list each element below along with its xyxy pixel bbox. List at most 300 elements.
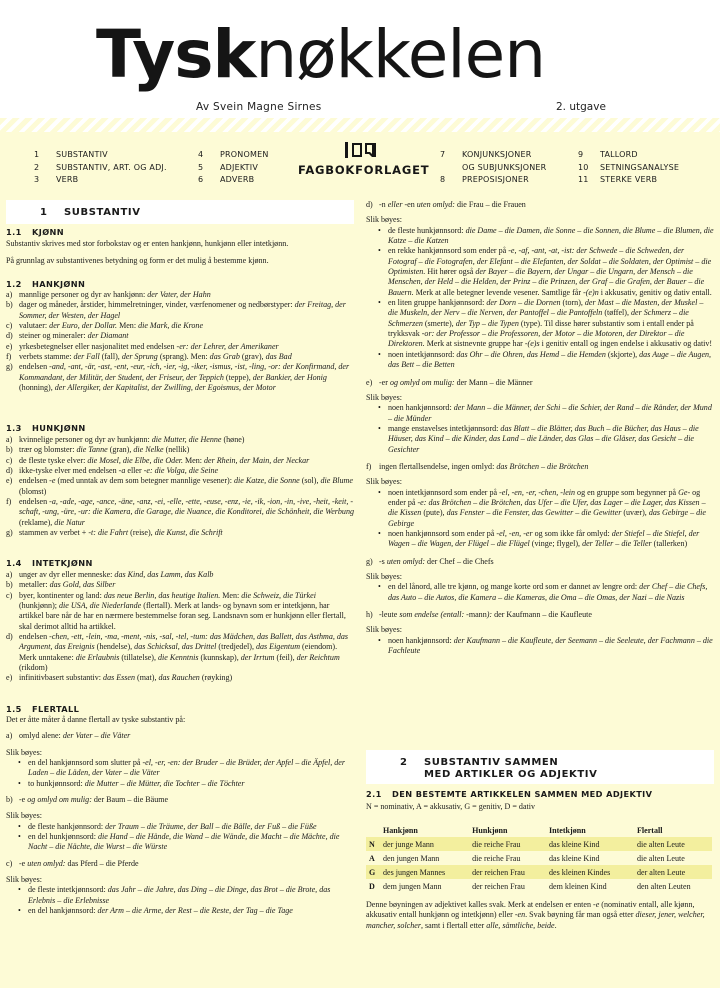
text-segment: die Nelke bbox=[133, 445, 164, 455]
toc-entry bbox=[578, 174, 679, 187]
text-segment: og som ikke får omlyd: bbox=[532, 528, 612, 538]
note-part: -en bbox=[514, 910, 526, 920]
text-segment: Men: bbox=[185, 455, 205, 465]
text-segment: mange enstavelses intetkjønnsord: bbox=[388, 423, 501, 433]
text-segment: (blomst) bbox=[19, 486, 47, 496]
list-item bbox=[6, 591, 354, 632]
text-segment: kvinnelige personer og dyr av hunkjønn: bbox=[19, 435, 152, 444]
text-segment: de fleste tyske elver: bbox=[19, 455, 88, 465]
text-segment: (tøffel), bbox=[602, 308, 631, 318]
note-part: -e bbox=[593, 900, 600, 909]
text-segment: der Bankier, der Honig bbox=[252, 372, 327, 382]
text-segment: i akkusativ, genitiv og dativ entall. bbox=[598, 287, 712, 297]
table-cell: G bbox=[369, 867, 376, 877]
table-header-row bbox=[366, 823, 712, 837]
stripe-divider bbox=[0, 118, 720, 132]
text-segment: byer, kontinenter og land: bbox=[19, 590, 104, 600]
text-segment: (tallerken) bbox=[651, 539, 688, 549]
item-label: e) bbox=[6, 476, 13, 486]
flertall-intro: Det er åtte måter å danne flertall av tyske substantiv på: bbox=[6, 715, 186, 724]
item-label: e) bbox=[366, 377, 373, 387]
title-rest: nøkkelen bbox=[255, 16, 546, 93]
text-segment: das Kind, das Lamm, das Kalb bbox=[114, 570, 214, 579]
publisher-logo bbox=[298, 141, 430, 185]
text-segment: endelsen bbox=[19, 632, 50, 642]
subsection-number: 1.3 bbox=[6, 423, 22, 433]
table-note bbox=[366, 900, 714, 931]
text-segment: ): bbox=[486, 610, 495, 620]
list-item bbox=[6, 795, 354, 805]
toc-number: 4 bbox=[198, 150, 204, 159]
text-segment: i genitiv entall og ingen endelse i akkusativ og dativ! bbox=[539, 339, 713, 349]
bullet-icon: • bbox=[378, 403, 381, 413]
text-segment: die Tanne bbox=[76, 445, 108, 455]
text-segment: das Blatt – die Blätter, das Buch – die Bücher, das Haus – die Häuser, das Kind – die Kinder, das Land – die Länder, das Glas – die Gläser, das Gesicht – die Gesichter bbox=[388, 423, 699, 454]
text-segment: eller bbox=[385, 200, 405, 209]
text-segment: -(e)n bbox=[583, 287, 599, 297]
toc-label: STERKE VERB bbox=[600, 175, 658, 185]
text-segment: (nellik) bbox=[163, 445, 190, 455]
text-segment: das Bad bbox=[265, 352, 292, 362]
list-item bbox=[6, 580, 354, 590]
toc-entry bbox=[440, 149, 546, 162]
bullet-icon: • bbox=[378, 582, 381, 592]
toc-number bbox=[440, 162, 462, 175]
text-segment: das Gold, das Silber bbox=[49, 580, 116, 590]
kjonn-p1: Substantiv skrives med stor forbokstav og er enten hankjønn, hunkjønn eller intetkjønn. bbox=[6, 239, 289, 248]
text-segment: eller bbox=[125, 466, 144, 476]
table-cell: dem jungen Mann bbox=[383, 881, 442, 891]
slik-boyes: Slik bøyes: bbox=[366, 477, 402, 487]
text-segment: das Auge – die Augen, das Bett – die Betten bbox=[388, 349, 712, 370]
item-text bbox=[19, 290, 211, 299]
text-segment: steiner og mineraler: bbox=[19, 331, 88, 341]
text-segment: das Rauchen bbox=[158, 673, 200, 683]
table-row bbox=[366, 851, 712, 865]
list-item bbox=[6, 673, 354, 683]
toc-number: 10 bbox=[578, 162, 589, 172]
item-label: g) bbox=[6, 528, 13, 538]
text-segment: Men: bbox=[119, 321, 139, 331]
item-text bbox=[19, 795, 168, 804]
bullet-icon: • bbox=[378, 298, 381, 308]
table-row bbox=[366, 879, 712, 893]
text-segment: -el, -en, -er, -chen, -lein bbox=[499, 487, 576, 497]
item-text bbox=[19, 731, 130, 740]
text-segment: das neue Berlin, das heutige Italien. bbox=[103, 590, 223, 600]
toc-number: 2 bbox=[34, 162, 40, 172]
text-segment: Men: bbox=[222, 590, 242, 600]
text-segment: das Fenster – die Fenster, das Gewitter – die Gewitter bbox=[446, 508, 622, 518]
list-item bbox=[6, 342, 354, 352]
text-segment: endelsen bbox=[19, 497, 50, 507]
slik-boyes: Slik bøyes: bbox=[366, 572, 402, 581]
spacer bbox=[366, 371, 714, 378]
table-cell: das kleine Kind bbox=[549, 839, 600, 849]
list-item bbox=[366, 462, 714, 472]
bullet-icon: • bbox=[378, 528, 381, 538]
toc-label: VERB bbox=[56, 175, 79, 185]
item-label: e) bbox=[6, 341, 13, 351]
note-part: (nominativ entall, alle kjønn, akkusativ entall hunkjønn og intetkjønn) eller bbox=[366, 900, 695, 920]
list-item bbox=[366, 610, 714, 620]
bullet-item bbox=[366, 529, 714, 550]
text-segment: noen hankjønnsord: bbox=[388, 635, 454, 645]
item-text bbox=[19, 331, 129, 340]
text-segment: die USA, die Niederlande bbox=[59, 601, 142, 611]
toc-label: KONJUNKSJONER bbox=[462, 150, 532, 159]
toc-number: 6 bbox=[198, 175, 204, 185]
toc-entry bbox=[578, 162, 679, 175]
text-segment: der Bayer – die Bayern, der Ungar – die Ungarn, der Mensch – die Menschen, der Held – die Helden, der Prinz – die Prinzen, der Graf – die Grafen, der Bauer – die Bauern. bbox=[388, 267, 705, 297]
bullet-item bbox=[366, 226, 714, 247]
text-segment: (reise), bbox=[128, 528, 155, 538]
list-item bbox=[6, 300, 354, 321]
section-title bbox=[424, 757, 597, 781]
item-text bbox=[379, 462, 588, 471]
text-segment: (mat), bbox=[135, 673, 159, 683]
item-text bbox=[19, 321, 203, 330]
text-segment: -mann bbox=[466, 610, 487, 620]
item-label: a) bbox=[6, 290, 13, 299]
item-text bbox=[19, 445, 189, 454]
text-segment: die Kenntnis bbox=[158, 652, 199, 662]
text-segment: -el, -er, -en: der Bruder – die Brüder, der Apfel – die Äpfel, der Laden – die Läden, der Vater – die Väter bbox=[28, 758, 345, 778]
text-segment: das Schicksal, das Drittel bbox=[134, 642, 217, 652]
toc-number: 8 bbox=[440, 175, 446, 185]
table-cell: die reiche Frau bbox=[472, 839, 521, 849]
text-segment: (honning), bbox=[19, 383, 55, 393]
text-segment: noen intetkjønnsord som ender på bbox=[388, 487, 500, 497]
text-segment: og omlyd om mulig: bbox=[387, 377, 457, 387]
text-segment: (fall), bbox=[99, 352, 122, 362]
text-segment: (pute), bbox=[421, 508, 447, 518]
hankjonn-list bbox=[6, 290, 354, 393]
text-segment: die Blume bbox=[320, 476, 353, 486]
item-label: a) bbox=[6, 570, 13, 579]
bullet-icon: • bbox=[18, 758, 21, 768]
text-segment: og omlyd om mulig: bbox=[25, 795, 94, 805]
note-part: , samt i flertall etter bbox=[420, 920, 487, 930]
text-segment: das Ohr – die Ohren, das Hemd – die Hemden bbox=[456, 349, 606, 359]
text-segment: der Allergiker, der Kapitalist, der Zwilling, der Egoismus, der Motor bbox=[54, 383, 276, 393]
text-segment: (med unntak av dem som betegner mannlige vesener): bbox=[55, 476, 234, 486]
text-segment: noen hankjønnsord: bbox=[388, 403, 454, 413]
item-label: g) bbox=[6, 362, 13, 372]
text-segment: das Essen bbox=[103, 673, 136, 683]
text-segment: die Mutter – die Mütter, die Tochter – die Töchter bbox=[84, 778, 245, 788]
text-segment: die Frau – die Frauen bbox=[457, 200, 526, 209]
text-segment: (sprang). Men: bbox=[157, 352, 210, 362]
subsection-title: DEN BESTEMTE ARTIKKELEN SAMMEN MED ADJEKTIV bbox=[392, 789, 653, 799]
text-segment: -or: der Professor – die Professoren, der Motor – die Motoren, der Direktor – die Direktoren. bbox=[388, 329, 685, 349]
item-text bbox=[19, 352, 292, 361]
table-cell: der reichen Frau bbox=[472, 881, 525, 891]
section-1-header bbox=[6, 200, 354, 224]
toc-entry bbox=[34, 149, 167, 162]
text-segment: mannlige personer og dyr av hankjønn: bbox=[19, 290, 148, 299]
text-segment: to hunkjønnsord: bbox=[28, 778, 85, 788]
text-segment: (type). Til disse hører substantiv som i entall ender på trykksvak bbox=[388, 318, 694, 339]
text-segment: Merk at alle betegner levende vesener. Samtlige får bbox=[415, 287, 584, 297]
toc-number: 11 bbox=[578, 175, 589, 185]
note-part: Denne bøyningen av adjektivet kalles svak. Merk at endelsen er enten bbox=[366, 900, 594, 909]
item-label: f) bbox=[6, 352, 12, 362]
note-part: alle, sämtliche, beide bbox=[486, 920, 555, 930]
text-segment: die Hand – die Hände, die Wand – die Wände, die Macht – die Mächte, die Nacht – die Nächte, die Wurst – die Würste bbox=[28, 832, 340, 852]
list-item bbox=[6, 476, 354, 497]
item-label: c) bbox=[6, 590, 13, 600]
subsection-title: HUNKJØNN bbox=[32, 423, 86, 433]
list-item bbox=[6, 331, 354, 341]
item-label: b) bbox=[6, 795, 13, 805]
list-item bbox=[6, 456, 354, 466]
flertall-block bbox=[6, 715, 354, 917]
toc-label: SUBSTANTIV bbox=[56, 150, 108, 159]
table-cell: die alten Leute bbox=[636, 839, 685, 849]
text-segment: (tillatelse), bbox=[119, 652, 159, 662]
text-segment: (teppe), bbox=[223, 372, 253, 382]
text-segment: -e, -af, -ant, -at, -ist: der Schwede – die Schweden, der Fotograf – die Fotografen, der Elefant – die Elefanten, der Soldat – die Soldaten, der Optimist – die Optimisten. bbox=[388, 246, 712, 277]
item-text bbox=[19, 476, 353, 495]
slik-boyes: Slik bøyes: bbox=[6, 875, 42, 885]
bullet-icon: • bbox=[18, 832, 21, 842]
table-cell: den alten Leuten bbox=[636, 881, 691, 891]
toc-column-1 bbox=[34, 149, 167, 187]
section-2-header bbox=[366, 750, 714, 784]
toc-column-2 bbox=[198, 149, 269, 187]
slik-boyes: Slik bøyes: bbox=[366, 625, 402, 635]
item-label: g) bbox=[366, 556, 373, 566]
byline: Av Svein Magne Sirnes bbox=[196, 101, 322, 113]
toc-number: 3 bbox=[34, 175, 40, 185]
table-cell: der junge Mann bbox=[383, 839, 434, 849]
subsection-title: HANKJØNN bbox=[32, 279, 86, 289]
item-text bbox=[379, 200, 526, 209]
subsection-number: 2.1 bbox=[366, 789, 382, 799]
subsection-1-5 bbox=[6, 704, 79, 714]
text-segment: die Dame – die Damen, die Sonne – die Sonnen, die Blume – die Blumen, die Katze – die Katzen bbox=[388, 225, 714, 246]
item-text bbox=[19, 673, 232, 682]
text-segment: valutaer: bbox=[19, 321, 50, 331]
text-segment: (kunnskap), bbox=[198, 652, 241, 662]
subsection-title: INTETKJØNN bbox=[32, 558, 93, 568]
toc-label: SUBSTANTIV, ART. OG ADJ. bbox=[56, 162, 167, 172]
toc-label: OG SUBJUNKSJONER bbox=[462, 162, 547, 172]
text-segment: uten omlyd: bbox=[414, 200, 457, 209]
text-segment: -er: der Lehrer, der Amerikaner bbox=[176, 341, 279, 351]
item-label: a) bbox=[6, 731, 13, 741]
text-segment: -n bbox=[379, 200, 386, 209]
table-cell: N bbox=[369, 839, 375, 849]
text-segment: (skjorte), bbox=[605, 349, 640, 359]
table-cell: die reiche Frau bbox=[472, 853, 521, 863]
text-segment: de fleste intetkjønnsord: bbox=[28, 885, 108, 895]
text-segment: -a bbox=[118, 466, 126, 476]
text-segment: noen hankjønnsord som ender på bbox=[388, 528, 497, 538]
intetkjonn-list bbox=[6, 570, 354, 684]
item-label: f) bbox=[6, 497, 12, 507]
item-text bbox=[19, 456, 309, 465]
text-segment: ingen flertallsendelse, ingen omlyd: bbox=[379, 461, 497, 471]
subsection-1-2 bbox=[6, 279, 85, 289]
text-segment: die Kunst, die Schrift bbox=[154, 528, 223, 538]
subsection-1-3 bbox=[6, 423, 86, 433]
bullet-icon: • bbox=[18, 778, 21, 788]
text-segment: og en gruppe som begynner på bbox=[575, 487, 679, 497]
subsection-title: FLERTALL bbox=[32, 704, 80, 714]
toc-entry bbox=[198, 174, 269, 187]
text-segment: der Vater – die Väter bbox=[62, 731, 131, 741]
text-segment: das Brötchen – die Brötchen bbox=[496, 461, 589, 471]
text-segment: uten omlyd: bbox=[25, 858, 68, 868]
text-segment: der Fall bbox=[73, 352, 100, 362]
text-segment: das Pferd – die Pferde bbox=[67, 858, 139, 868]
item-text bbox=[19, 570, 213, 579]
toc-entry bbox=[440, 174, 546, 187]
text-segment: -s bbox=[379, 556, 385, 566]
flertall-continued bbox=[366, 200, 714, 656]
item-label: c) bbox=[6, 858, 13, 868]
toc-number: 1 bbox=[34, 150, 40, 159]
text-segment: der Irrtum bbox=[240, 652, 275, 662]
text-segment: -leute bbox=[379, 610, 398, 620]
bullet-item bbox=[366, 424, 714, 455]
text-segment: verbets stamme: bbox=[19, 352, 74, 362]
case-legend: N = nominativ, A = akkusativ, G = genitiv, D = dativ bbox=[366, 802, 536, 811]
table-row bbox=[366, 865, 712, 879]
text-segment: -el, -en, -er bbox=[496, 528, 533, 538]
text-segment: (gran), bbox=[107, 445, 134, 455]
text-segment: (grav), bbox=[239, 352, 266, 362]
item-text bbox=[19, 300, 346, 319]
item-label: a) bbox=[6, 435, 13, 444]
text-segment: der Mast – die Masten, der Muskel – die Muskeln, der Nerv – die Nerven, der Pantoffel – die Pantoffeln bbox=[388, 298, 704, 318]
text-segment: endelsen bbox=[19, 476, 50, 486]
item-text bbox=[19, 342, 279, 351]
text-segment: (flertall). Merk at lands- og bynavn som er intetkjønn, har artikkel bare når de har en nærmere bestemmelse foran seg. Landsnavn som er hunkjønn eller flertall, skal derimot alltid ha artikkel. bbox=[19, 601, 346, 631]
section-number: 2 bbox=[400, 757, 408, 768]
toc-label: SETNINGSANALYSE bbox=[600, 162, 680, 172]
text-segment: uten omlyd: bbox=[384, 556, 428, 566]
bullet-icon: • bbox=[378, 349, 381, 359]
toc-entry bbox=[198, 162, 269, 175]
declension-table bbox=[366, 823, 712, 893]
text-segment: -e: die Volga, die Seine bbox=[143, 466, 219, 476]
bullet-item bbox=[366, 636, 714, 657]
text-segment: (rikdom) bbox=[19, 663, 48, 673]
text-segment: der Chef – die Chefs, das Auto – die Autos, die Kamera – die Kameras, die Oma – die Omas, der Nazi – die Nazis bbox=[388, 582, 708, 602]
text-segment: (høne) bbox=[221, 435, 245, 444]
text-segment: -e bbox=[19, 795, 26, 805]
table-cell: den jungen Mann bbox=[383, 853, 440, 863]
spacer bbox=[366, 603, 714, 610]
list-item bbox=[6, 352, 354, 362]
item-text bbox=[19, 591, 346, 631]
book-logo-icon bbox=[344, 141, 378, 159]
text-segment: en del hunkjønnsord: bbox=[28, 832, 98, 842]
slik-boyes: Slik bøyes: bbox=[366, 215, 402, 225]
item-label: e) bbox=[6, 673, 13, 683]
toc-label: PRONOMEN bbox=[220, 150, 269, 159]
list-item bbox=[6, 570, 354, 580]
item-label: b) bbox=[6, 580, 13, 590]
bullet-item bbox=[6, 822, 354, 832]
list-item bbox=[6, 362, 354, 393]
text-segment: yrkesbetegnelser eller nasjonalitet med endelsen bbox=[19, 341, 177, 351]
subsection-1-4 bbox=[6, 558, 93, 568]
text-segment: der Baum – die Bäume bbox=[93, 795, 169, 805]
item-label: c) bbox=[6, 321, 13, 331]
subsection-2-1 bbox=[366, 789, 652, 799]
text-segment: og ender på bbox=[388, 487, 701, 507]
bullet-item bbox=[6, 779, 354, 789]
text-segment: das Grab bbox=[209, 352, 240, 362]
item-label: d) bbox=[366, 200, 373, 209]
bullet-icon: • bbox=[378, 246, 381, 256]
text-segment: der Chef – die Chefs bbox=[427, 556, 494, 566]
text-segment: (eiendom). Merk unntakene: bbox=[19, 642, 338, 662]
text-segment: Ge- bbox=[678, 487, 691, 497]
note-part: . bbox=[554, 920, 557, 930]
table-cell: D bbox=[369, 881, 375, 891]
text-segment: (tredjedel), bbox=[216, 642, 256, 652]
text-segment: der Kaufmann – die Kaufleute bbox=[494, 610, 592, 620]
note-part: . Svak bøyning får man også etter bbox=[525, 910, 636, 920]
bullet-icon: • bbox=[378, 635, 381, 645]
item-text bbox=[19, 580, 115, 589]
bullet-icon: • bbox=[18, 821, 21, 831]
table-cell: des jungen Mannes bbox=[383, 867, 446, 877]
toc-number: 5 bbox=[198, 162, 204, 172]
text-segment: der Rhein, der Main, der Neckar bbox=[204, 455, 310, 465]
text-segment: die Mosel, die Elbe, die Oder. bbox=[87, 455, 186, 465]
text-segment: ikke-tyske elver med endelsen bbox=[19, 466, 119, 476]
bullet-item bbox=[6, 906, 354, 916]
list-item bbox=[6, 445, 354, 455]
text-segment: metaller: bbox=[19, 580, 50, 590]
item-label: d) bbox=[6, 331, 13, 341]
text-segment: der Freitag, der Sommer, der Westen, der Hagel bbox=[19, 300, 346, 320]
text-segment: de fleste hunkjønnsord: bbox=[388, 225, 466, 235]
text-segment: (røyking) bbox=[199, 673, 233, 683]
text-segment: -(e)s bbox=[524, 339, 540, 349]
bullet-item bbox=[366, 246, 714, 298]
list-item bbox=[366, 378, 714, 388]
text-segment: unger av dyr eller menneske: bbox=[19, 570, 115, 579]
list-item bbox=[366, 200, 714, 210]
text-segment: -e bbox=[49, 476, 56, 486]
table-header: Hankjønn bbox=[383, 825, 418, 835]
text-segment: das Gebirge – die Gebirge bbox=[388, 508, 706, 528]
list-item bbox=[6, 528, 354, 538]
subsection-number: 1.2 bbox=[6, 279, 22, 289]
toc-label: ADJEKTIV bbox=[220, 162, 258, 172]
subsection-1-1 bbox=[6, 227, 64, 237]
subsection-number: 1.1 bbox=[6, 227, 22, 237]
subsection-number: 1.5 bbox=[6, 704, 22, 714]
list-item bbox=[6, 632, 354, 673]
book-title bbox=[96, 16, 546, 93]
text-segment: (vinge; flygel), bbox=[529, 539, 583, 549]
text-segment: trær og blomster: bbox=[19, 445, 77, 455]
text-segment: noen intetkjønnsord: bbox=[388, 349, 457, 359]
table-header: Intetkjønn bbox=[549, 825, 586, 835]
toc-column-3 bbox=[440, 149, 546, 187]
toc-label: PREPOSISJONER bbox=[462, 175, 529, 185]
text-segment: omlyd alene: bbox=[19, 731, 63, 741]
item-label: d) bbox=[6, 466, 13, 476]
